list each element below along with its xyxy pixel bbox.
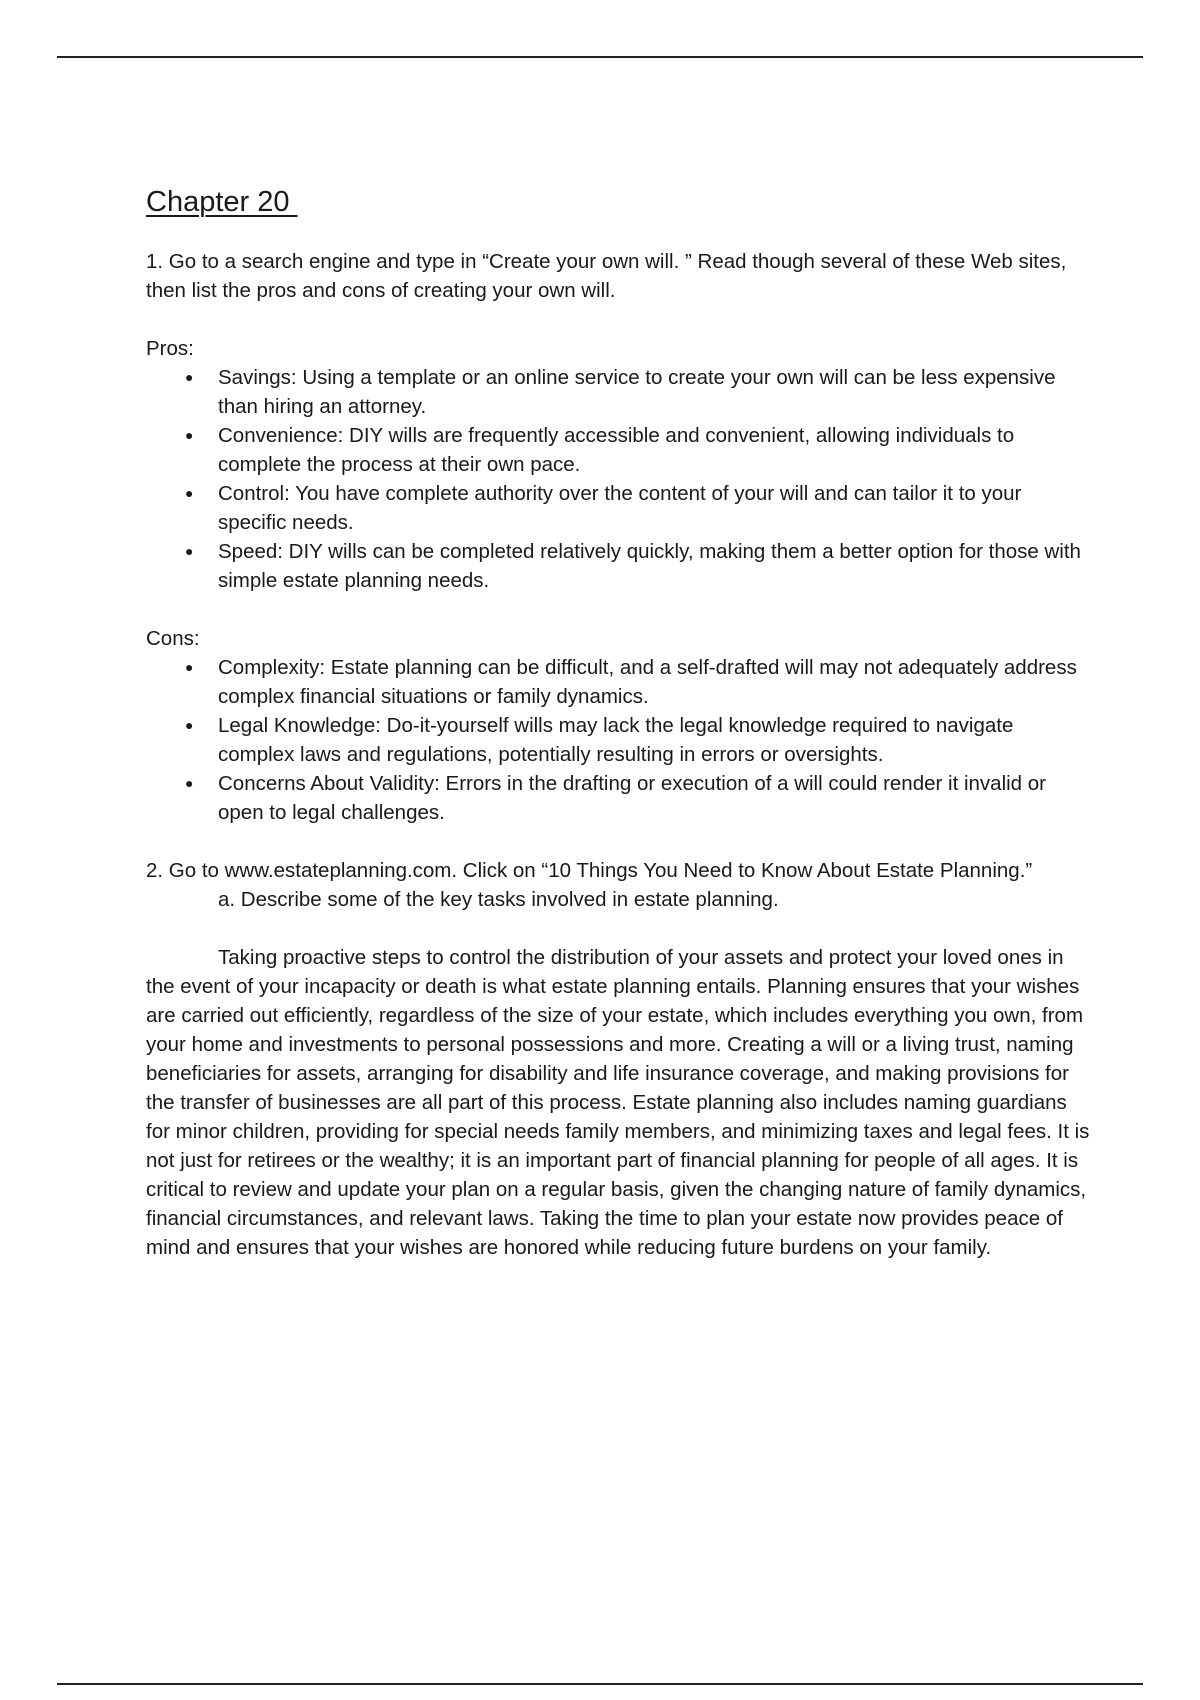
- bullet-icon: ●: [185, 543, 194, 559]
- list-item: [185, 711, 1094, 769]
- list-item-text: Savings: Using a template or an online service to create your own will can be less expensive than hiring an attorney.: [218, 366, 1056, 418]
- list-item: [185, 769, 1094, 827]
- bullet-icon: ●: [185, 659, 194, 675]
- list-item: [185, 479, 1094, 537]
- question-2a: a. Describe some of the key tasks involved in estate planning.: [218, 888, 779, 911]
- spacer: [146, 595, 1094, 624]
- list-item-text: Convenience: DIY wills are frequently accessible and convenient, allowing individuals to complete the process at their own pace.: [218, 424, 1015, 476]
- question-1: 1. Go to a search engine and type in “Create your own will. ” Read though several of these Web sites, then list the pros and cons of creating your own will.: [146, 250, 1067, 302]
- list-item-text: Legal Knowledge: Do-it-yourself wills may lack the legal knowledge required to navigate complex laws and regulations, potentially resulting in errors or oversights.: [218, 714, 1014, 766]
- cons-list: [146, 653, 1094, 827]
- list-item-text: Speed: DIY wills can be completed relatively quickly, making them a better option for those with simple estate planning needs.: [218, 540, 1081, 592]
- cons-label: Cons:: [146, 627, 200, 650]
- spacer: [146, 827, 1094, 856]
- bullet-icon: ●: [185, 427, 194, 443]
- bullet-icon: ●: [185, 485, 194, 501]
- chapter-title: Chapter 20: [146, 186, 298, 218]
- list-item: [185, 653, 1094, 711]
- list-item-text: Complexity: Estate planning can be difficult, and a self-drafted will may not adequately address complex financial situations or family dynamics.: [218, 656, 1077, 708]
- list-item-text: Control: You have complete authority over the content of your will and can tailor it to your specific needs.: [218, 482, 1022, 534]
- list-item-text: Concerns About Validity: Errors in the drafting or execution of a will could render it invalid or open to legal challenges.: [218, 772, 1047, 824]
- spacer: [146, 305, 1094, 334]
- bullet-icon: ●: [185, 717, 194, 733]
- list-item: [185, 363, 1094, 421]
- bottom-rule: [57, 1683, 1143, 1685]
- question-2: 2. Go to www.estateplanning.com. Click on “10 Things You Need to Know About Estate Planning.”: [146, 859, 1033, 882]
- list-item: [185, 421, 1094, 479]
- bullet-icon: ●: [185, 369, 194, 385]
- top-rule: [57, 56, 1143, 58]
- answer-paragraph: Taking proactive steps to control the distribution of your assets and protect your loved ones in the event of your incapacity or death is what estate planning entails. Planning ensures that your wishes are carried out efficiently, regardless of the size of your estate, which includes everything you own, from your home and investments to personal possessions and more. Creating a will or a living trust, naming beneficiaries for assets, arranging for disability and life insurance coverage, and making provisions for the transfer of businesses are all part of this process. Estate planning also includes naming guardians for minor children, providing for special needs family members, and minimizing taxes and legal fees. It is not just for retirees or the wealthy; it is an important part of financial planning for people of all ages. It is critical to review and update your plan on a regular basis, given the changing nature of family dynamics, financial circumstances, and relevant laws. Taking the time to plan your estate now provides peace of mind and ensures that your wishes are honored while reducing future burdens on your family.: [146, 946, 1090, 1259]
- document-body: [146, 184, 1094, 1262]
- list-item: [185, 537, 1094, 595]
- bullet-icon: ●: [185, 775, 194, 791]
- pros-label: Pros:: [146, 337, 194, 360]
- spacer: [146, 914, 1094, 943]
- pros-list: [146, 363, 1094, 595]
